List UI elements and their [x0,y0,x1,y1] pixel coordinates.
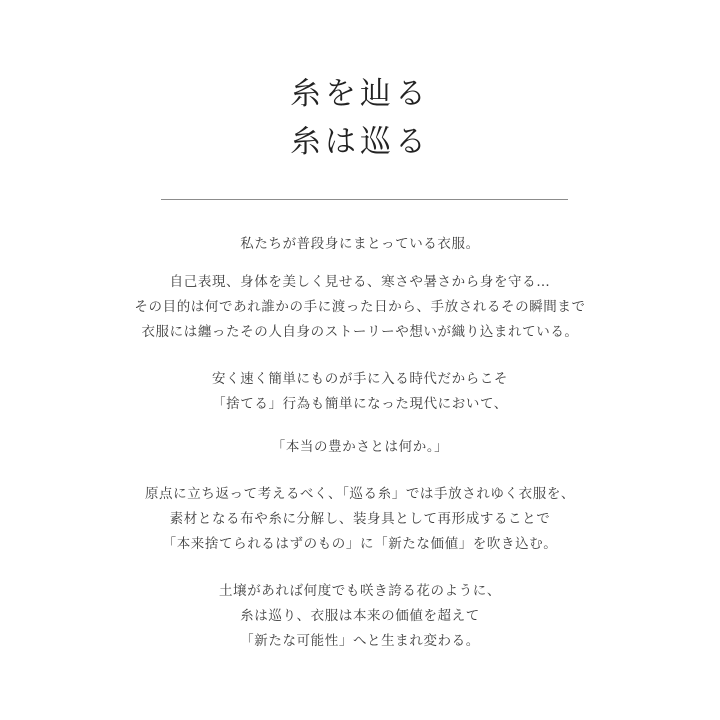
paragraph-3 [0,367,720,417]
title-line-1: 糸を辿る [290,76,430,112]
text-line: 糸は巡り、衣服は本来の価値を超えて [240,608,480,624]
paragraph-6 [0,579,720,654]
paragraph-5 [0,482,720,557]
text-line: 「本来捨てられるはずのもの」に「新たな価値」を吹き込む。 [162,536,558,552]
text-line: 私たちが普段身にまとっている衣服。 [240,236,480,252]
divider [161,199,568,200]
title-block [0,70,720,166]
text-line: 安く速く簡単にものが手に入る時代だからこそ [211,371,509,387]
text-line: 原点に立ち返って考えるべく、「巡る糸」では手放されゆく衣服を、 [144,486,576,502]
text-line: その目的は何であれ誰かの手に渡った日から、手放されるその瞬間まで [134,299,586,315]
title-line-2: 糸は巡る [290,124,430,160]
paragraph-2 [0,270,720,345]
text-line: 「捨てる」行為も簡単になった現代において、 [212,396,508,412]
paragraph-1 [0,232,720,257]
text-line: 衣服には纏ったその人自身のストーリーや想いが織り込まれている。 [141,324,579,340]
text-line: 自己表現、身体を美しく見せる、寒さや暑さから身を守る… [169,274,551,290]
body-text [0,232,720,654]
paragraph-4 [0,435,720,460]
text-line: 「本当の豊かさとは何か。」 [271,439,449,455]
text-line: 「新たな可能性」へと生まれ変わる。 [240,633,480,649]
text-line: 土壌があれば何度でも咲き誇る花のように、 [219,583,501,599]
text-line: 素材となる布や糸に分解し、装身具として再形成することで [169,511,551,527]
